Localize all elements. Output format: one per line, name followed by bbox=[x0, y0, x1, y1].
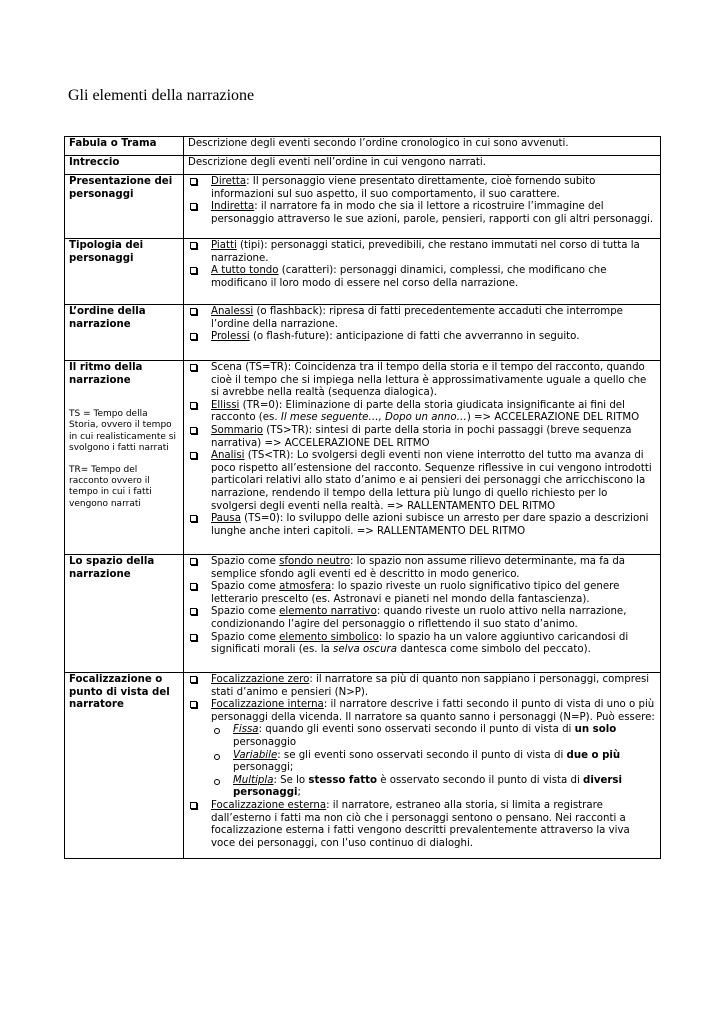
row-label: Tipologia dei personaggi bbox=[65, 239, 184, 305]
list-item bbox=[188, 606, 656, 631]
ts-note: TS = Tempo della Storia, ovvero il tempo in cui realisticamente si svolgono i fatti narrati bbox=[69, 409, 176, 453]
item-list bbox=[188, 306, 656, 344]
checkbox-bullet-icon bbox=[190, 802, 197, 809]
checkbox-bullet-icon bbox=[190, 178, 197, 185]
item-term: atmosfera bbox=[279, 581, 332, 593]
item-text: (TR=0): Eliminazione di parte della storia giudicata insignificante ai fini del racconto (es. bbox=[211, 399, 625, 424]
list-item bbox=[188, 556, 656, 581]
item-list bbox=[188, 176, 656, 226]
item-text: ) => ACCELERAZIONE DEL RITMO bbox=[466, 412, 640, 424]
list-item bbox=[188, 201, 656, 226]
checkbox-bullet-icon bbox=[190, 676, 197, 683]
checkbox-bullet-icon bbox=[190, 333, 197, 340]
item-emphasis: stesso fatto bbox=[308, 774, 377, 786]
item-text: (caratteri): personaggi dinamici, complessi, che modificano che modificano il loro modo di essere nel corso della narrazione. bbox=[211, 265, 607, 289]
item-term: Analisi bbox=[211, 450, 245, 462]
row-label: Lo spazio della narrazione bbox=[65, 555, 184, 673]
item-text: : Se lo bbox=[273, 774, 309, 786]
list-item bbox=[188, 674, 656, 699]
item-text: : lo spazio riveste un ruolo significativo tipico del genere letterario prescelto (es. Astronavi e pianeti nel mondo della fantascienza). bbox=[211, 581, 620, 605]
item-text: (o flash-future): anticipazione di fatti che avverranno in seguito. bbox=[249, 331, 580, 343]
tr-note: TR= Tempo del racconto ovvero il tempo in cui i fatti vengono narrati bbox=[69, 465, 152, 509]
list-item bbox=[188, 632, 656, 657]
item-list bbox=[188, 556, 656, 657]
row-content bbox=[184, 673, 661, 859]
item-text: : il narratore, estraneo alla storia, si limita a registrare dall’esterno i fatti ma non ciò che i personaggi sentono o pensano. Nei racconti a focalizzazione esterna i fatti vengono descritti prevalentemente attraverso la viva voce dei personaggi, con l’uso continuo di dialoghi. bbox=[211, 799, 630, 849]
table-row bbox=[65, 361, 661, 555]
item-text: ; bbox=[297, 787, 301, 799]
item-term: Prolessi bbox=[211, 331, 250, 343]
checkbox-bullet-icon bbox=[190, 558, 197, 565]
row-label: Fabula o Trama bbox=[65, 137, 184, 156]
list-item bbox=[188, 240, 656, 265]
sub-list-item bbox=[188, 750, 656, 775]
item-text: Spazio come bbox=[211, 606, 280, 618]
row-label-title: Il ritmo della narrazione bbox=[69, 362, 143, 386]
checkbox-bullet-icon bbox=[190, 701, 197, 708]
checkbox-bullet-icon bbox=[190, 242, 197, 249]
row-content bbox=[184, 305, 661, 361]
checkbox-bullet-icon bbox=[190, 364, 197, 371]
table-row bbox=[65, 156, 661, 175]
sub-item-list bbox=[188, 724, 656, 800]
list-item bbox=[188, 450, 656, 513]
sub-list-item bbox=[188, 775, 656, 800]
item-list bbox=[188, 362, 656, 538]
item-example: selva oscura bbox=[333, 644, 397, 656]
page-title: Gli elementi della narrazione bbox=[68, 87, 255, 104]
item-text: : lo spazio non assume rilievo determinante, ma fa da semplice sfondo agli eventi ed è descritto in modo generico. bbox=[211, 556, 626, 580]
table-row bbox=[65, 673, 661, 859]
row-content bbox=[184, 555, 661, 673]
item-term: Variabile bbox=[233, 749, 278, 761]
item-term: elemento simbolico bbox=[279, 631, 379, 643]
item-text: (TS<TR): Lo svolgersi degli eventi non viene interrotto del tutto ma avanza di poco rispetto all’estensione del racconto. Sequenze riflessive in cui vengono introdotti particolari relativi allo stato d’animo e ai pensieri dei personaggi che arricchiscono la narrazione, rendendo il tempo della lettura più lungo di quello richiesto per lo svolgersi degli eventi nella realtà. => RALLENTAMENTO DEL RITMO bbox=[211, 450, 652, 512]
item-text: (o flashback): ripresa di fatti precedentemente accaduti che interrompe l’ordine della narrazione. bbox=[211, 306, 623, 330]
item-text: Spazio come bbox=[211, 631, 280, 643]
checkbox-bullet-icon bbox=[190, 583, 197, 590]
table-row bbox=[65, 137, 661, 156]
row-content bbox=[184, 239, 661, 305]
circle-bullet-icon bbox=[214, 728, 220, 734]
narration-table bbox=[64, 136, 661, 859]
item-term: Indiretta bbox=[211, 201, 255, 213]
item-term: A tutto tondo bbox=[211, 265, 279, 277]
item-text: : quando riveste un ruolo attivo nella narrazione, condizionando l’agire del personaggio o riflettendo il suo stato d’animo. bbox=[211, 606, 627, 630]
list-item bbox=[188, 306, 656, 331]
checkbox-bullet-icon bbox=[190, 608, 197, 615]
item-text: Spazio come bbox=[211, 581, 280, 593]
item-term: Fissa bbox=[233, 724, 259, 736]
item-text: : lo spazio ha un valore aggiuntivo caricandosi di significati morali (es. la bbox=[211, 631, 629, 656]
item-term: Diretta bbox=[211, 176, 247, 187]
table-row bbox=[65, 239, 661, 305]
table-row bbox=[65, 555, 661, 673]
item-text: Spazio come bbox=[211, 556, 280, 567]
circle-bullet-icon bbox=[214, 754, 220, 760]
item-term: Multipla bbox=[233, 774, 274, 786]
row-label: Intreccio bbox=[65, 156, 184, 175]
circle-bullet-icon bbox=[214, 779, 220, 785]
table-row bbox=[65, 305, 661, 361]
item-list bbox=[188, 674, 656, 850]
list-item bbox=[188, 800, 656, 850]
checkbox-bullet-icon bbox=[190, 634, 197, 641]
list-item bbox=[188, 176, 656, 201]
item-text: : il narratore sa più di quanto non sappiano i personaggi, compresi stati d’animo e pensieri (N>P). bbox=[211, 674, 650, 698]
item-text: : il narratore fa in modo che sia il lettore a ricostruire l’immagine del personaggio attraverso le sue azioni, parole, pensieri, rapporti con gli altri personaggi. bbox=[211, 201, 654, 225]
list-item bbox=[188, 362, 656, 400]
list-item bbox=[188, 513, 656, 538]
checkbox-bullet-icon bbox=[190, 203, 197, 210]
item-text: (TS>TR): sintesi di parte della storia in pochi passaggi (breve sequenza narrativa) => ACCELERAZIONE DEL RITMO bbox=[211, 424, 632, 449]
item-text: (TS=0): lo sviluppo delle azioni subisce un arresto per dare spazio a descrizioni lunghe anche interi capitoli. => RALLENTAMENTO DEL RITMO bbox=[211, 513, 649, 537]
item-text: : quando gli eventi sono osservati secondo il punto di vista di bbox=[258, 724, 575, 736]
row-content bbox=[184, 361, 661, 555]
checkbox-bullet-icon bbox=[190, 267, 197, 274]
list-item bbox=[188, 400, 656, 425]
item-text: : il narratore descrive i fatti secondo il punto di vista di uno o più personaggi della vicenda. Il narratore sa quanto sanno i personaggi (N=P). Può essere: bbox=[211, 699, 655, 723]
item-term: Focalizzazione esterna bbox=[211, 799, 327, 811]
item-text: Scena (TS=TR): Coincidenza tra il tempo della storia e il tempo del racconto, quando cioè il tempo che si impiega nella lettura è approssimativamente uguale a quello che si avrebbe nella realtà (sequenza dialogica). bbox=[211, 362, 647, 399]
sub-list-item bbox=[188, 724, 656, 749]
list-item bbox=[188, 581, 656, 606]
list-item bbox=[188, 265, 656, 290]
item-text: (tipi): personaggi statici, prevedibili, che restano immutati nel corso di tutta la narrazione. bbox=[211, 240, 640, 264]
row-content bbox=[184, 175, 661, 239]
item-term: Ellissi bbox=[211, 399, 240, 411]
item-term: sfondo neutro bbox=[279, 556, 350, 567]
item-term: Pausa bbox=[211, 513, 241, 525]
row-label: L’ordine della narrazione bbox=[65, 305, 184, 361]
item-text: personaggio bbox=[233, 736, 297, 748]
list-item bbox=[188, 425, 656, 450]
item-term: elemento narrativo bbox=[279, 606, 377, 618]
item-text: : Il personaggio viene presentato direttamente, cioè fornendo subito informazioni sul suo aspetto, il suo comportamento, il suo carattere. bbox=[211, 176, 596, 200]
item-text: : se gli eventi sono osservati secondo il punto di vista di bbox=[277, 749, 567, 761]
item-emphasis: due o più bbox=[566, 749, 621, 761]
item-term: Focalizzazione zero bbox=[211, 674, 310, 685]
table-row bbox=[65, 175, 661, 239]
checkbox-bullet-icon bbox=[190, 308, 197, 315]
checkbox-bullet-icon bbox=[190, 402, 197, 409]
item-text: dantesca come simbolo del peccato). bbox=[397, 644, 591, 656]
row-content: Descrizione degli eventi secondo l’ordine cronologico in cui sono avvenuti. bbox=[184, 137, 661, 156]
item-list bbox=[188, 240, 656, 290]
item-term: Sommario bbox=[211, 424, 264, 436]
item-example: Il mese seguente…, Dopo un anno… bbox=[280, 412, 467, 424]
item-term: Analessi bbox=[211, 306, 254, 317]
list-item bbox=[188, 699, 656, 800]
item-term: Piatti bbox=[211, 240, 237, 251]
row-label bbox=[65, 361, 184, 555]
checkbox-bullet-icon bbox=[190, 427, 197, 434]
row-content: Descrizione degli eventi nell’ordine in cui vengono narrati. bbox=[184, 156, 661, 175]
item-emphasis: diversi personaggi bbox=[233, 774, 622, 799]
checkbox-bullet-icon bbox=[190, 452, 197, 459]
item-emphasis: un solo bbox=[574, 724, 617, 736]
item-text: è osservato secondo il punto di vista di bbox=[376, 774, 584, 786]
row-label: Presentazione dei personaggi bbox=[65, 175, 184, 239]
item-term: Focalizzazione interna bbox=[211, 699, 324, 711]
checkbox-bullet-icon bbox=[190, 515, 197, 522]
list-item bbox=[188, 331, 656, 344]
item-text: personaggi; bbox=[233, 762, 294, 774]
row-label: Focalizzazione o punto di vista del narratore bbox=[65, 673, 184, 859]
